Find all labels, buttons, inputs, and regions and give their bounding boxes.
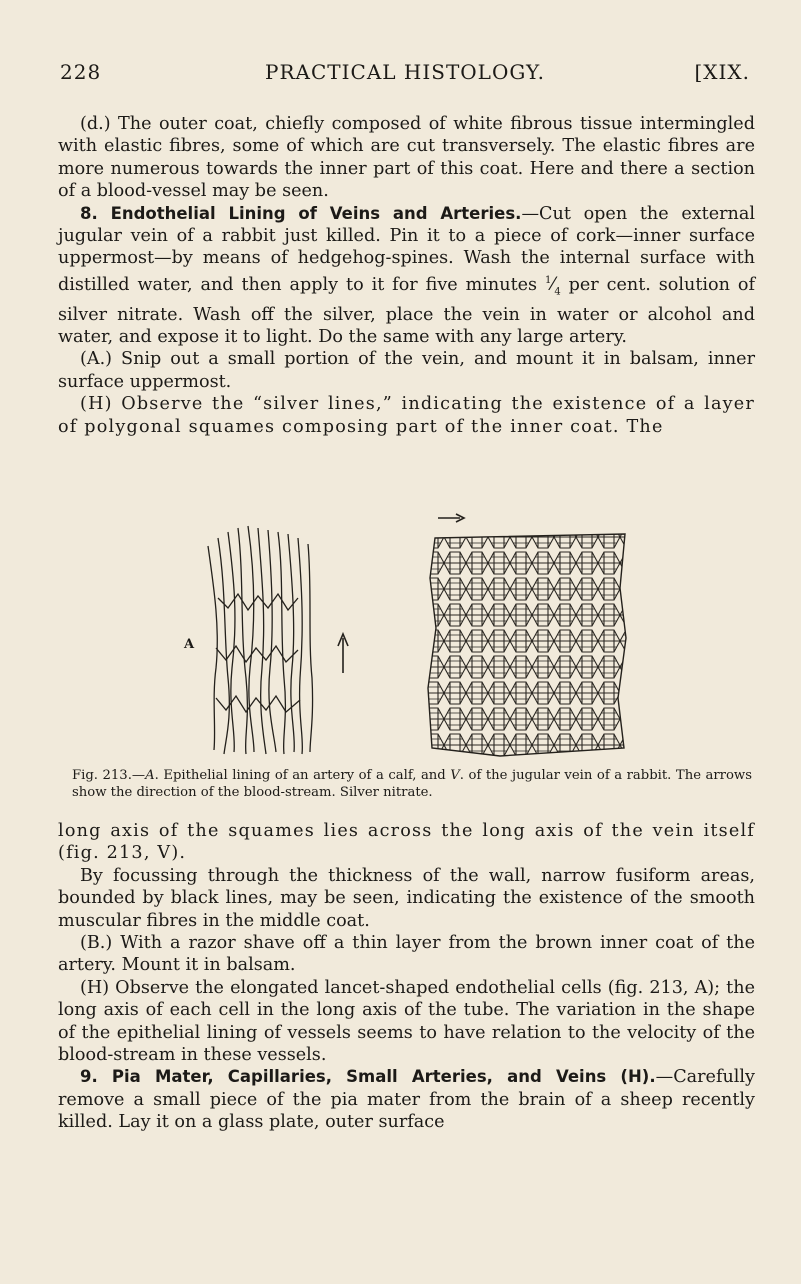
figure-caption (72, 767, 752, 801)
running-title: PRACTICAL HISTOLOGY. (265, 60, 545, 84)
figure-label-A: A (184, 637, 195, 652)
bottom-text-block (58, 820, 755, 1134)
section-8-paragraph: 8. Endothelial Lining of Veins and Arteries.—Cut open the external jugular vein of a rabbit just killed. Pin it to a piece of cork—inner surface uppermost—by means of hedgehog-spines. Wash the internal surface with distilled water, and then apply to it for five minutes $^1⁄_4$ per cent. solution of silver nitrate. Wash off the silver, place the vein in water or alcohol and water, and expose it to light. Do the same with any large artery. (58, 203, 756, 348)
paragraph-A: (A.) Snip out a small portion of the vein, and mount it in balsam, inner surface uppermost. (58, 349, 755, 392)
figure-label-V: V (470, 512, 471, 513)
section-9-heading: 9. Pia Mater, Capillaries, Small Arteries, and Veins (H). (80, 1067, 656, 1087)
artery-lining-drawing (208, 526, 348, 754)
paragraph-H: (H) Observe the “silver lines,” indicating the existence of a layer of polygonal squames composing part of the inner coat. The (58, 394, 755, 437)
section-8-text-a: —Cut open the external jugular vein of a rabbit just killed. Pin it to a piece of cork—inner surface uppermost—by means of hedgehog-spines. Wash the internal surface with distilled water, and then apply to it for five minutes (58, 203, 756, 295)
paragraph-outer-coat: (d.) The outer coat, chiefly composed of white fibrous tissue intermingled with elastic fibres, some of which are cut transversely. The elastic fibres are more numerous towards the inner part of this coat. Here and there a section of a blood-vessel may be seen. (58, 114, 755, 202)
paragraph-H2: (H) Observe the elongated lancet-shaped endothelial cells (fig. 213, A); the long axis of each cell in the long axis of the tube. The variation in the shape of the epithelial lining of vessels seems to have relation to the velocity of the blood-stream in these vessels. (58, 977, 755, 1066)
caption-V: V (450, 768, 460, 783)
figure-drawing (180, 498, 650, 760)
paragraph-focussing: By focussing through the thickness of the wall, narrow fusiform areas, bounded by black lines, may be seen, indicating the existence of the smooth muscular fibres in the middle coat. (58, 865, 755, 931)
chapter-marker: [XIX. (694, 60, 750, 84)
section-8-heading: 8. Endothelial Lining of Veins and Arteries. (80, 203, 522, 223)
fraction-denominator: 4 (554, 286, 561, 298)
figure-213 (180, 498, 650, 764)
caption-lead: Fig. 213.— (72, 768, 146, 783)
section-8-text-b: per cent. solution of silver nitrate. Wash off the silver, place the vein in water or alcohol and water, and expose it to light. Do the same with any large artery. (58, 274, 755, 348)
caption-rest: . of the jugular vein of a rabbit. The arrows show the direction of the blood-stream. Silver nitrate. (72, 768, 752, 800)
running-header (60, 60, 750, 90)
section-9-paragraph (58, 1066, 755, 1133)
caption-A: A (145, 768, 155, 783)
paragraph-B: (B.) With a razor shave off a thin layer from the brown inner coat of the artery. Mount it in balsam. (58, 933, 755, 976)
section-9-text: —Carefully remove a small piece of the pia mater from the brain of a sheep recently killed. Lay it on a glass plate, outer surface (58, 1067, 755, 1133)
paragraph-long-axis: long axis of the squames lies across the long axis of the vein itself (fig. 213, V). (58, 821, 755, 864)
fraction-numerator: 1 (545, 274, 552, 286)
caption-mid: . Epithelial lining of an artery of a calf, and (154, 768, 451, 783)
top-text-block (58, 113, 755, 438)
page-number: 228 (60, 60, 102, 84)
vein-lining-drawing (428, 514, 626, 756)
